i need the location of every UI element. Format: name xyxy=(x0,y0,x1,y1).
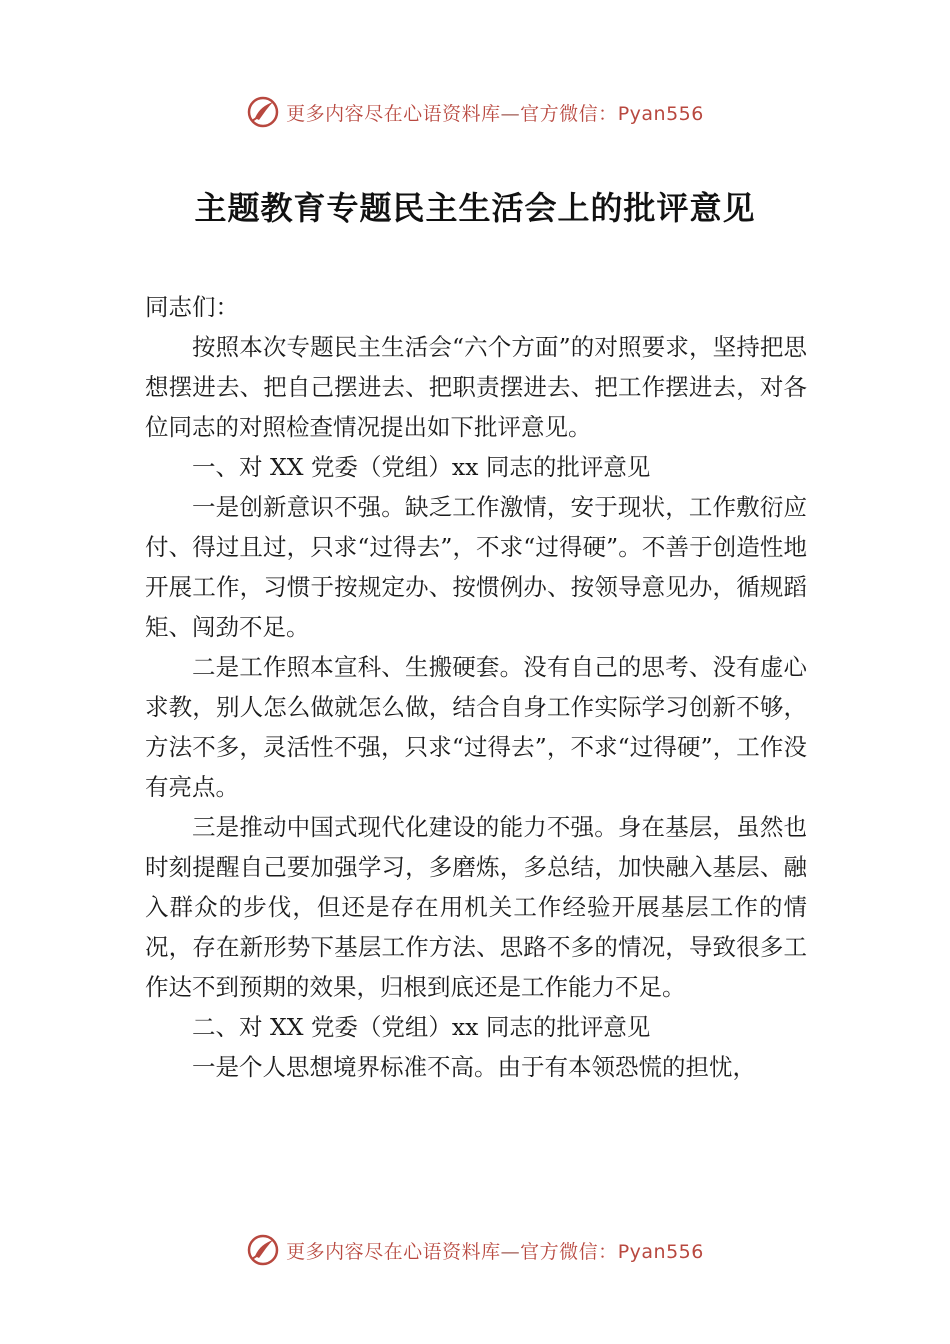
section-heading-1: 一、对 XX 党委（党组）xx 同志的批评意见 xyxy=(192,453,651,481)
document-title: 主题教育专题民主生活会上的批评意见 xyxy=(194,189,756,227)
paragraph-intro: 按照本次专题民主生活会“六个方面”的对照要求，坚持把思想摆进去、把自己摆进去、把职责摆进去、把工作摆进去，对各位同志的对照检查情况提出如下批评意见。 xyxy=(145,333,807,441)
header-watermark xyxy=(0,95,950,129)
brush-logo-icon xyxy=(246,95,280,129)
salutation: 同志们： xyxy=(145,293,239,321)
paragraph: 二是工作照本宣科、生搬硬套。没有自己的思考、没有虚心求教，别人怎么做就怎么做，结合自身工作实际学习创新不够，方法不多，灵活性不强，只求“过得去”，不求“过得硬”，工作没有亮点。 xyxy=(145,653,807,801)
paragraph: 一是个人思想境界标准不高。由于有本领恐慌的担忧， xyxy=(192,1053,756,1081)
section-heading-2: 二、对 XX 党委（党组）xx 同志的批评意见 xyxy=(192,1013,651,1041)
document-body xyxy=(145,287,807,1087)
watermark-text: 更多内容尽在心语资料库—官方微信：Pyan556 xyxy=(286,102,704,125)
watermark-text: 更多内容尽在心语资料库—官方微信：Pyan556 xyxy=(286,1240,704,1263)
footer-watermark xyxy=(0,1233,950,1267)
paragraph: 一是创新意识不强。缺乏工作激情，安于现状，工作敷衍应付、得过且过，只求“过得去”，不求“过得硬”。不善于创造性地开展工作，习惯于按规定办、按惯例办、按领导意见办，循规蹈矩、闯劲不足。 xyxy=(145,493,807,641)
brush-logo-icon xyxy=(246,1233,280,1267)
paragraph: 三是推动中国式现代化建设的能力不强。身在基层，虽然也时刻提醒自己要加强学习，多磨炼，多总结，加快融入基层、融入群众的步伐，但还是存在用机关工作经验开展基层工作的情况，存在新形势下基层工作方法、思路不多的情况，导致很多工作达不到预期的效果，归根到底还是工作能力不足。 xyxy=(145,813,807,1001)
